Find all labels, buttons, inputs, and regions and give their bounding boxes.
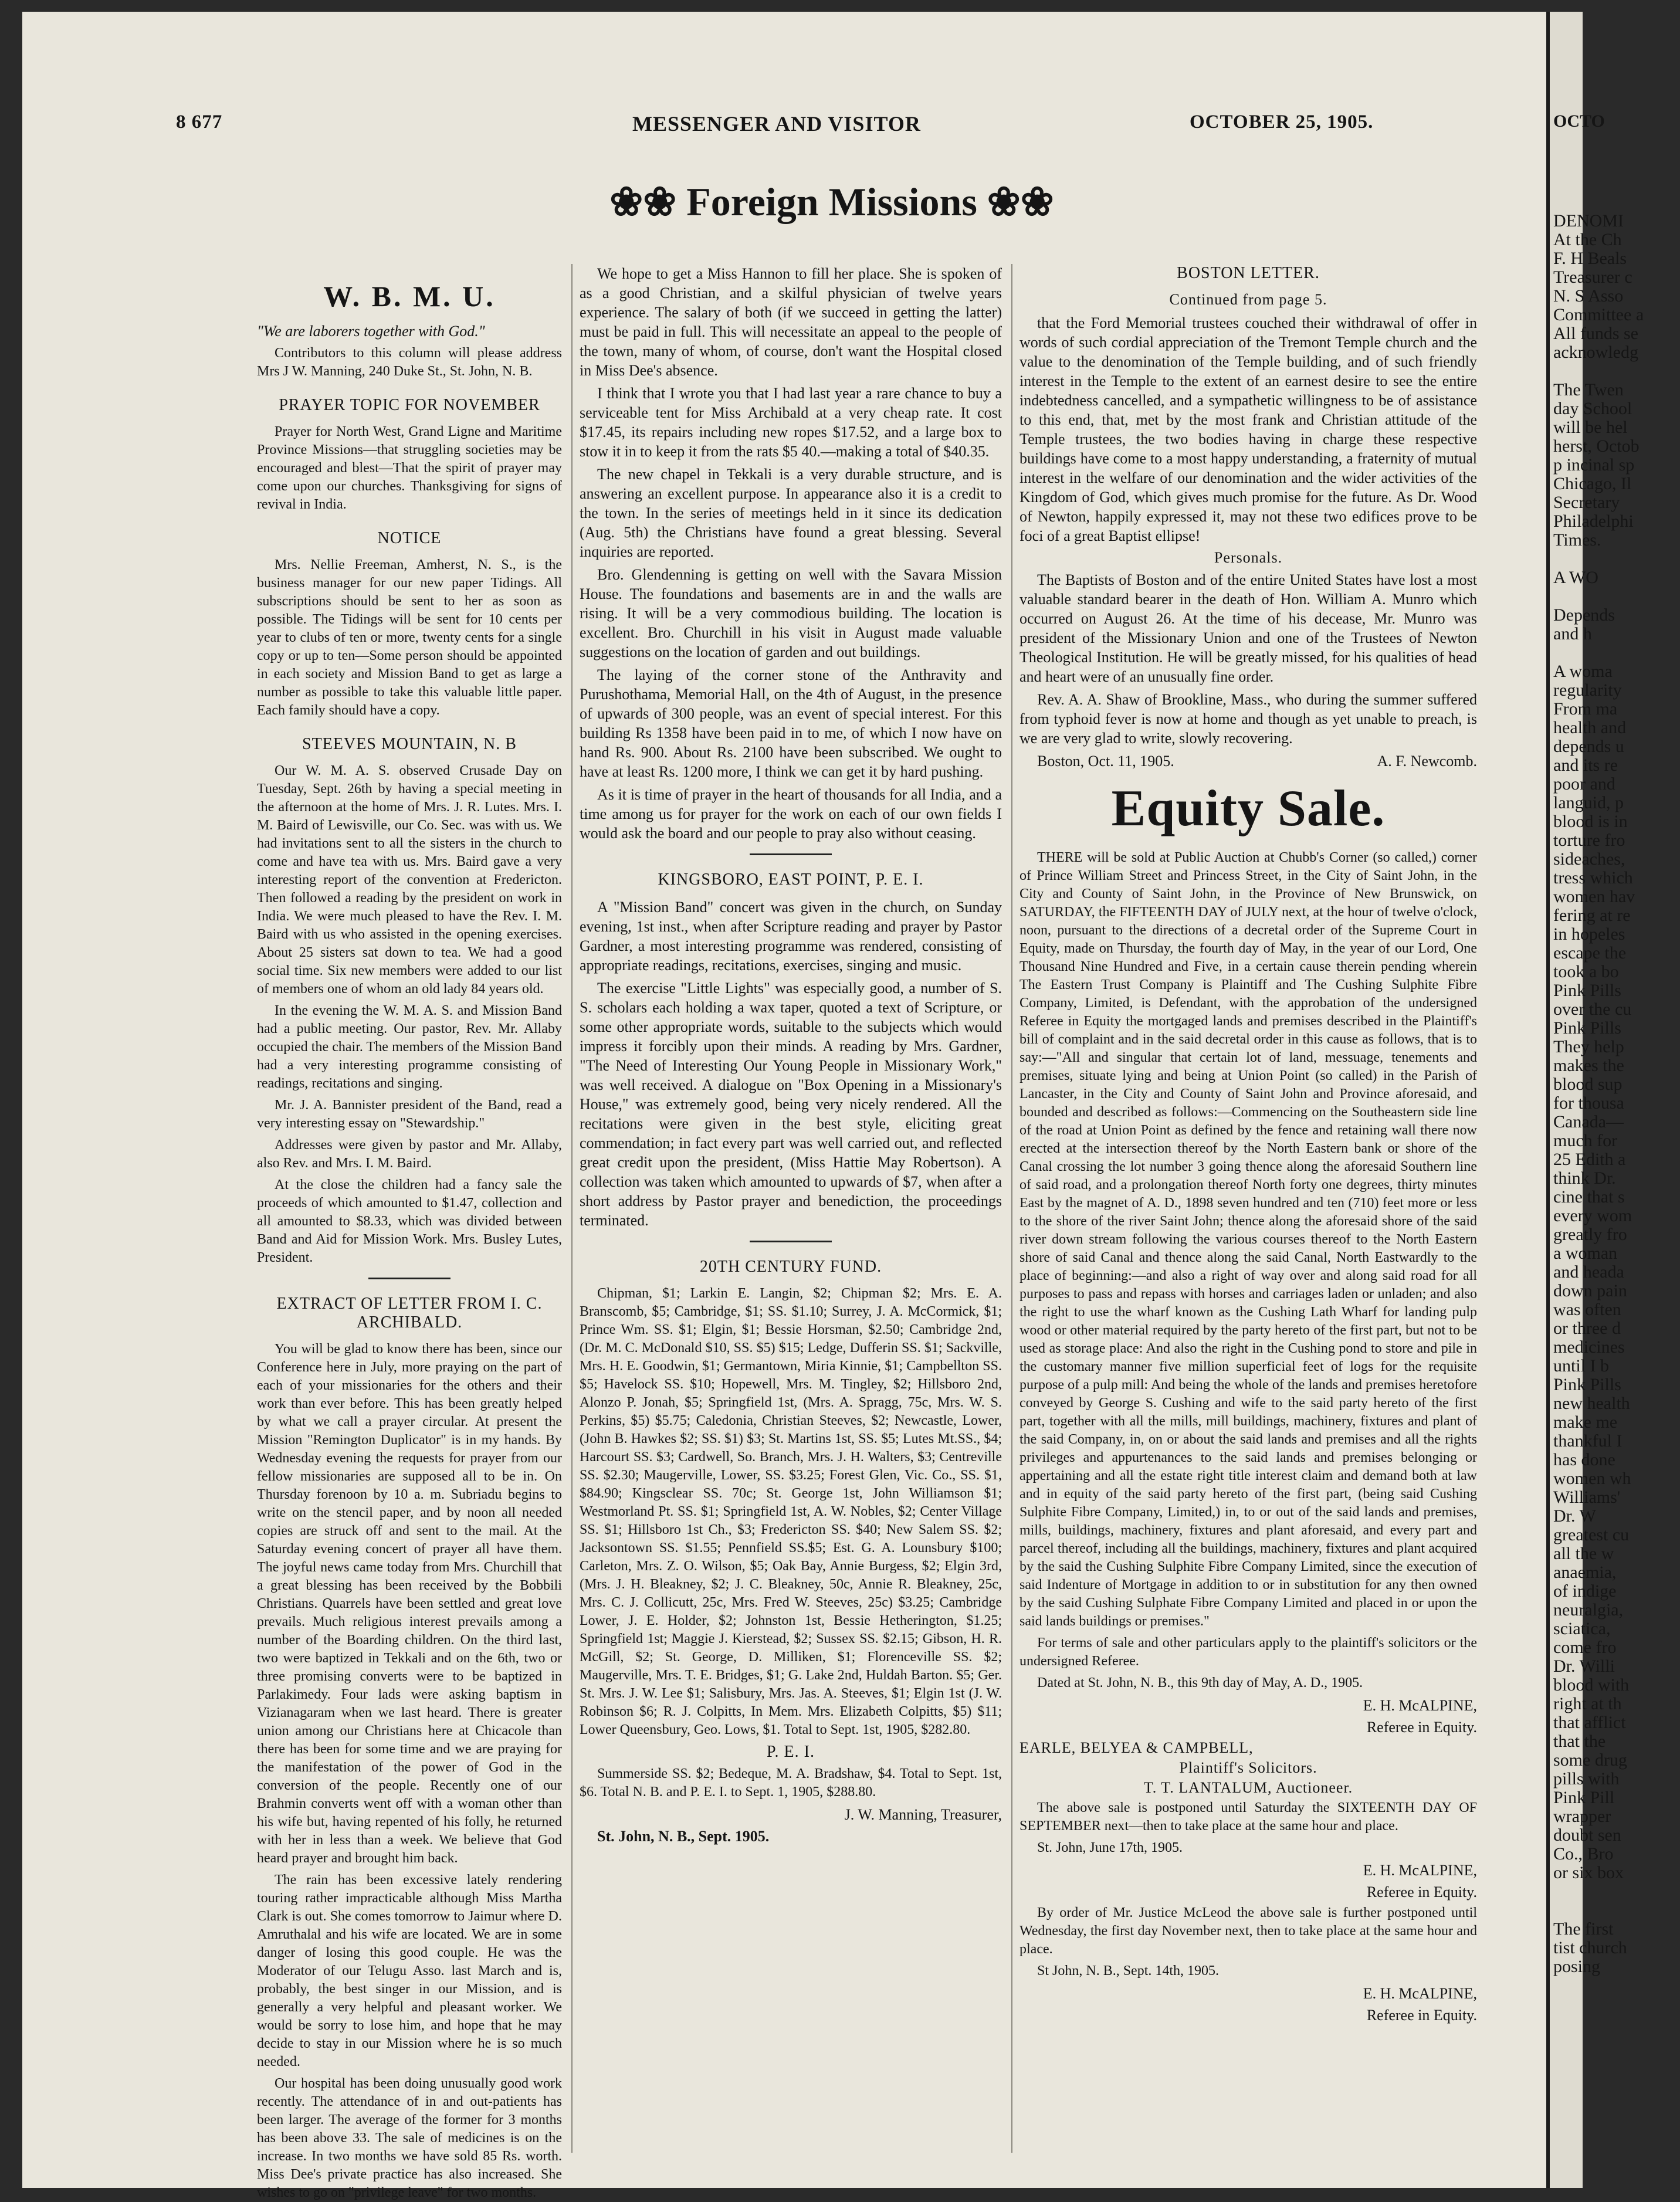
contributors-note: Contributors to this column will please address Mrs J W. Manning, 240 Duke St., St. John, N. B. [257, 345, 562, 379]
next-page-line: languid, p [1553, 793, 1624, 812]
next-page-line: blood sup [1553, 1075, 1623, 1094]
next-page-line: Dr. W [1553, 1506, 1596, 1526]
next-page-line: every wom [1553, 1206, 1632, 1225]
next-page-line: The Twen [1553, 380, 1624, 399]
next-page-line: tist church [1553, 1938, 1627, 1957]
next-page-line: will be hel [1553, 418, 1628, 437]
next-page-line: health and [1553, 718, 1627, 737]
newspaper-page [22, 12, 1644, 2200]
fleuron-left-icon: ❀❀ [609, 179, 677, 224]
next-page-line: regularity [1553, 680, 1622, 700]
next-page-line: tress which [1553, 868, 1633, 887]
kingsboro-paragraph: A "Mission Band" concert was given in the church, on Sunday evening, 1st inst., when after Scripture reading and prayer by Pastor Gardner, a most interesting programme was rendered, consisting of appropriate readings, recitations, exercises, singing and music. [580, 899, 1002, 974]
next-page-line: Pink Pills [1553, 1018, 1621, 1038]
referee-title: Referee in Equity. [1366, 2007, 1477, 2024]
next-page-line: acknowledg [1553, 343, 1638, 362]
next-page-line: Philadelphi [1553, 511, 1634, 531]
section-rule [368, 1278, 451, 1279]
next-page-line: Co., Bro [1553, 1844, 1614, 1864]
next-page-line: Canada— [1553, 1112, 1624, 1132]
fund-list: Chipman, $1; Larkin E. Langin, $2; Chipman $2; Mrs. E. A. Branscomb, $5; Cambridge, $1; SS. $1.10; Surrey, J. A. McCormick, $1; Prince Wm. SS. $1; Elgin, $1; Bessie Horsman, $2.50; Cambridge 2nd, (Dr. M. C. McDonald $10, SS. $5) $15; Ledge, Dufferin SS. $1; Sackville, Mrs. H. E. Goodwin, $1; Germantown, Miria Kinnie, $1; Campbellton SS. $5; Havelock SS. $10; Hopewell, Mrs. M. Tingley, $2; Hillsboro 2nd, Alonzo P. Jonah, $5; Springfield 1st, (Mrs. A. Spragg, 75c, Mrs. W. S. Perkins, $5) $5.75; Caledonia, Christian Steeves, $2; Newcastle, Lower, (John B. Hawkes $2; SS. $1) $3; St. Martins 1st, SS. $5; Lutes Mt.SS., $4; Harcourt SS. $3; Cardwell, So. Branch, Mrs. J. H. Walters, $3; Centreville SS. $2.30; Maugerville, Lower, SS. $3.25; Forest Glen, Vic. Co., SS. $1, $84.90; Kingsclear SS. 70c; St. George 1st, John Williamson $1; Westmorland Pt. SS. $1; Springfield 1st, A. W. Nobles, $2; Center Village SS. $1; Hillsboro 1st Ch., $3; Fredericton SS. $40; New Salem SS. $2; Jacksontown SS. $1.55; Pennfield SS.$5; Est. G. A. Lounsbury $100; Carleton, Mrs. Z. O. Wilson, $5; Oak Bay, Annie Burgess, $2; Elgin 3rd, (Mrs. J. H. Bleakney, $2; J. C. Bleakney, 50c, Annie R. Bleakney, 25c, Mrs. C. J. Collicutt, 25c, Mrs. Fred W. Steeves, 25c) $3.25; Cambridge Lower, J. E. Holder, $2; Johnston 1st, Bessie Hetherington, $1.25; Springfield 1st; Maggie J. Kierstead, $2; Sussex SS. $2.15; Gibson, H. R. McGill, $2; St. George, D. Milliken, $1; Florenceville SS. $2; Maugerville, Mrs. T. E. Bridges, $1; G. Lake 2nd, Huldah Barton. $5; Ger. St. Mrs. J. W. Lee $1; Salisbury, Mrs. Jas. A. Steeves, $1; Elgin 1st (J. W. Robinson $6; R. J. Colpitts, In Mem. Mrs. Elizabeth Colpitts, $5) $11; Lower Queensbury, Geo. Lows, $1. Total to Sept. 1st, 1905, $282.80. [580, 1286, 1002, 1737]
next-page-line: Dr. Willi [1553, 1656, 1615, 1676]
boston-date-text: Boston, Oct. 11, 1905. [1037, 753, 1174, 770]
next-page-line: and its re [1553, 756, 1618, 775]
notice-heading: NOTICE [377, 529, 442, 547]
equity-paragraph: Dated at St. John, N. B., this 9th day of May, A. D., 1905. [1037, 1675, 1363, 1691]
prayer-topic-text: Prayer for North West, Grand Ligne and Maritime Province Missions—that struggling societies may be encouraged and blest—That the spirit of prayer may come upon our churches. Thanksgiving for signs of revival in India. [257, 424, 562, 512]
pei-heading: P. E. I. [767, 1743, 815, 1761]
referee-signature: E. H. McALPINE, [1363, 1985, 1477, 2002]
next-page-line: DENOMI [1553, 211, 1624, 231]
next-page-line: fering at re [1553, 906, 1631, 925]
next-page-line: Chicago, Il [1553, 474, 1632, 493]
next-page-line: over the cu [1553, 1000, 1632, 1019]
wbmu-motto: "We are laborers together with God." [257, 323, 485, 340]
next-page-line: women hav [1553, 887, 1635, 906]
next-page-line: thankful I [1553, 1431, 1623, 1451]
kingsboro-heading: KINGSBORO, EAST POINT, P. E. I. [658, 870, 924, 889]
next-page-line: N. S Asso [1553, 286, 1624, 306]
steeves-paragraph: In the evening the W. M. A. S. and Mission Band had a public meeting. Our pastor, Rev. Mr. Allaby occupied the chair. The members of the Mission Band had a very interesting programme consisting of readings, recitations and singing. [257, 1003, 562, 1091]
section-rule [750, 853, 832, 855]
issue-date: OCTOBER 25, 1905. [1190, 111, 1374, 133]
boston-paragraph: Rev. A. A. Shaw of Brookline, Mass., who during the summer suffered from typhoid fever is now at home and though as yet unable to preach, is we are very glad to write, slowly recovering. [1019, 691, 1477, 747]
next-page-line: Times. [1553, 530, 1601, 550]
boston-paragraph: The Baptists of Boston and of the entire United States have lost a most valuable standard bearer in the death of Hon. William A. Munro which occurred on August 26. At the time of his decease, Mr. Munro was president of the Missionary Union and one of the Trustees of Newton Theological Institution. He will be greatly missed, for his qualities of head and heart were of an unusually fine order. [1019, 571, 1477, 685]
letter-paragraph: The laying of the corner stone of the Anthravity and Purushothama, Memorial Hall, on the 4th of August, in the presence of upwards of 300 people, was an event of special interest. For this building Rs 1358 have been paid in to me, of which I now have on hand Rs. 900. About Rs. 2100 have been subscribed. We ought to have at least Rs. 1200 more, I think we can get it by hard pushing. [580, 666, 1002, 780]
next-page-line: A woma [1553, 662, 1613, 681]
referee-signature: E. H. McALPINE, [1363, 1697, 1477, 1714]
letter-paragraph: I think that I wrote you that I had last year a rare chance to buy a serviceable tent for Miss Archibald at a very cheap rate. It cost $17.45, its repairs including new ropes $17.52, and a large box to stow it in to keep it from the rats $5 40.—making a total of $40.35. [580, 385, 1002, 460]
steeves-heading: STEEVES MOUNTAIN, N. B [302, 735, 517, 753]
next-page-line: escape the [1553, 943, 1627, 963]
equity-paragraph: The above sale is postponed until Saturday the SIXTEENTH DAY OF SEPTEMBER next—then to take place at the same hour and place. [1019, 1800, 1477, 1834]
next-page-line: cine that s [1553, 1187, 1625, 1207]
next-page-line: and heada [1553, 1262, 1624, 1282]
next-page-line: p incinal sp [1553, 455, 1635, 475]
next-page-line: make me [1553, 1412, 1618, 1432]
extract-paragraph: The rain has been excessive lately rendering touring rather impracticable although Miss Martha Clark is out. She comes tomorrow to Jaimur where D. Amruthalal and his wife are located. We are in some danger of losing this good couple. He was the Moderator of our Telugu Asso. last March and is, probably, the best singer in our Mission, and is generally a very helpful and pleasant worker. We would be sorry to lose him, and hope that he may decide to stay in our Mission where he is so much needed. [257, 1872, 562, 2069]
next-page-line: herst, Octob [1553, 436, 1640, 456]
fund-heading: 20TH CENTURY FUND. [699, 1258, 882, 1276]
page-number: 8 677 [176, 111, 223, 133]
next-page-line: blood with [1553, 1675, 1630, 1695]
next-page-line: Secretary [1553, 493, 1620, 512]
next-page-header: OCTO [1553, 111, 1605, 131]
next-page-line: that afflict [1553, 1713, 1626, 1732]
fleuron-right-icon: ❀❀ [987, 179, 1054, 224]
boston-continued: Continued from page 5. [1169, 291, 1327, 308]
next-page-line: From ma [1553, 699, 1618, 719]
personals-heading: Personals. [1214, 549, 1283, 566]
next-page-line: F. H Beals [1553, 249, 1627, 268]
extract-paragraph: Our hospital has been doing unusually good work recently. The attendance of in and out-patients has been larger. The average of the former for 3 months has been above 33. The sale of medicines is on the increase. In two months we have sold 85 Rs. worth. Miss Dee's private practice has also increased. She wishes to go on "privilege leave" for two months. [257, 2076, 562, 2200]
next-page-line: some drug [1553, 1750, 1627, 1770]
solicitors-title: Plaintiff's Solicitors. [1179, 1759, 1317, 1776]
next-page-line: makes the [1553, 1056, 1624, 1075]
next-page-line: sciatica, [1553, 1619, 1611, 1638]
extract-heading: EXTRACT OF LETTER FROM I. C. ARCHIBALD. [276, 1295, 543, 1332]
next-page-line: in hopeles [1553, 924, 1625, 944]
referee-title: Referee in Equity. [1366, 1883, 1477, 1901]
next-page-line: was often [1553, 1300, 1621, 1319]
next-page-line: Treasurer c [1553, 267, 1632, 287]
next-page-line: posing [1553, 1957, 1601, 1976]
notice-text: Mrs. Nellie Freeman, Amherst, N. S., is the business manager for our new paper Tidings. All subscriptions should be sent to her as soon as possible. The Tidings will be sent for 10 cents per year to clubs of ten or more, twenty cents for a single copy or up to ten—Some person should be appointed in each society and Mission Band to get as large a number as possible to take this valuable little paper. Each family should have a copy. [257, 557, 562, 718]
equity-sale-heading: Equity Sale. [1111, 780, 1386, 837]
referee-title: Referee in Equity. [1366, 1719, 1477, 1736]
equity-paragraph: THERE will be sold at Public Auction at Chubb's Corner (so called,) corner of Prince William Street and Princess Street, in the City of Saint John, in the City and County of Saint John, in the Province of New Brunswick, on SATURDAY, the FIFTEENTH DAY of JULY next, at the hour of twelve o'clock, noon, pursuant to the directions of a decretal order of the Supreme Court in Equity, made on Thursday, the fourth day of May, in the year of our Lord, One Thousand Nine Hundred and Five, in a certain cause therein pending wherein The Eastern Trust Company is Plaintiff and The Cushing Sulphite Fibre Company, Limited, is Defendant, with the approbation of the undersigned Referee in Equity the mortgaged lands and premises described in the Plaintiff's bill of complaint and in the said decretal order in this cause as follows, that is to say:—"All and singular that certain lot of land, messuage, tenements and premises, situate lying and being at Union Point (so called) in the Parish of Lancaster, in the City and County of Saint John and Province aforesaid, and bounded and described as follows:—Commencing on the Southeastern side line of the road at Union Point as defined by the fence and retaining wall there now erected at the intersection thereof by the North Eastern bank or shore of the Canal crossing the lot number 3 going thence along the aforesaid Southern line of said road, and a prolongation thereof North forty one degrees, thirty minutes East by the magnet of A. D., 1898 seven hundred and ten (710) feet more or less to the shore of the river Saint John; thence along the aforesaid shore of the said river down stream following the various courses thereof to the North Eastern shore of said Canal and thence along the said Canal, North Eastwardly to the place of beginning:—and also a right of way over and along said road for all purposes to pass and repass with horses and carriages laden or unladen; and also the right to use the wharf known as the Cushing Lath Wharf for landing pulp wood or other material required by the party hereto of the first part, but not to be used as storage place: And also the right in the Cushing pond to store and pile in the customary manner five million superficial feet of logs for the requisite purpose of a pulp mill: And being the whole of the lands and premises heretofore conveyed by George S. Cushing and wife to the said party hereto of the first part, together with all the mills, mill buildings, machinery, fixtures and plant of the said Company, in, on or about the said lands and premises and all the rights privileges and appurtenances to the said lands and premises belonging or appertaining and all the estate right title interest claim and demand both at law and in equity of the said party hereto of the first part, (being said Cushing Sulphite Fibre Company, Limited,) in, to or out of the said lands and premises, mills, buildings, machinery, fixtures and plant aforesaid, and every part and parcel thereof, including all the buildings, machinery, fixtures and plant acquired by the said the Cushing Sulphite Fibre Company Limited, since the execution of said Indenture of Mortgage in addition to or in substitution for any then owned by the said Cushing Sulphate Fibre Company Limited and placed in or upon the said lands buildings or premises." [1019, 850, 1477, 1629]
next-page-line: for thousa [1553, 1093, 1624, 1113]
next-page-line: and h [1553, 624, 1592, 643]
next-page-line: took a bo [1553, 962, 1619, 981]
letter-paragraph: As it is time of prayer in the heart of thousands for all India, and a time among us for prayer for the work on each of our own fields I would ask the board and our people to pray also without ceasing. [580, 786, 1002, 842]
column-wbmu [257, 264, 562, 2200]
paper-title: MESSENGER AND VISITOR [632, 112, 921, 135]
next-page-line: All funds se [1553, 324, 1638, 343]
next-page-line: pills with [1553, 1769, 1620, 1788]
next-page-line: think Dr. [1553, 1168, 1616, 1188]
next-page-line: Pink Pill [1553, 1788, 1615, 1807]
wbmu-title: W. B. M. U. [323, 280, 496, 313]
auctioneer: T. T. LANTALUM, Auctioneer. [1143, 1779, 1353, 1796]
next-page-line: a woman [1553, 1244, 1618, 1263]
next-page-line: torture fro [1553, 831, 1625, 850]
next-page-line: Williams' [1553, 1488, 1621, 1507]
equity-paragraph: St. John, June 17th, 1905. [1037, 1840, 1183, 1855]
treasurer-signature: J. W. Manning, Treasurer, [844, 1806, 1002, 1823]
next-page-line: women wh [1553, 1469, 1631, 1488]
next-page-line: poor and [1553, 774, 1615, 794]
next-page-line: Pink Pills [1553, 1375, 1621, 1394]
pei-list: Summerside SS. $2; Bedeque, M. A. Bradshaw, $4. Total to Sept. 1st, $6. Total N. B. and P. E. I. to Sept. 1, 1905, $288.80. [580, 1766, 1002, 1800]
column-boston-equity [1019, 264, 1477, 2164]
steeves-paragraph: At the close the children had a fancy sale the proceeds of which amounted to $1.47, collection and all amounted to $8.33, which was divided between Band and Aid for Mission Work. Mrs. Busley Lutes, President. [257, 1177, 562, 1265]
kingsboro-paragraph: The exercise "Little Lights" was especially good, a number of S. S. scholars each holding a wax taper, quoted a text of Scripture, or some other appropriate words, suitable to the subjects which would impress it forcibly upon their minds. A reading by Mrs. Gardner, "The Need of Interesting Our Young People in Missionary Work," was well received. A dialogue on "Box Opening in a Missionary's House," was extremely good, being very nicely rendered. All the recitations were given in the best style, eliciting great commendation; in fact every part was well carried out, and reflected great credit upon the president, (Miss Hattie May Robertson). A collection was taken which amounted to upwards of $7, when after a short address by Pastor prayer and benediction, the proceedings terminated. [580, 980, 1002, 1229]
column-missions-continued [580, 264, 1002, 2164]
solicitors-name: EARLE, BELYEA & CAMPBELL, [1019, 1739, 1254, 1756]
extract-paragraph: You will be glad to know there has been, since our Conference here in July, more praying on the part of each of your missionaries for the others and their work than ever before. This has been greatly helped by what we call a prayer circular. At present the Mission "Remington Duplicator" is in my hands. By Wednesday evening the requests for prayer from our fellow missionaries are supposed all to be in. On Thursday forenoon by 10 a. m. Subriadu begins to write on the stencil paper, and by noon all needed copies are struck off and sent to the mail. At the Saturday evening concert of prayer all have them. The joyful news came today from Mrs. Churchill that a great blessing has been received by the Bobbili Christians. Quarrels have been settled and great love prevails. Much religious interest prevails among a number of the Boarding children. On the third last, two were baptized in Tekkali and on the 6th, two or three promising converts were to be baptized in Parlakimedy. Four lads were asking baptism in Vizianagaram when we last heard. There is greater union among our Christians here at Chicacole than there has been for some time and we are praying for the manifestation of the power of God in the conversion of the people. Recently one of our Brahmin converts went off with a woman other than his wife but, having repented of his folly, he returned with her in less than a week. We believe that God heard prayer and brought him back. [257, 1341, 562, 1866]
next-page-line: of indige [1553, 1581, 1617, 1601]
next-page-line: or six box [1553, 1863, 1624, 1882]
column-divider [571, 264, 573, 2153]
next-page-line: depends u [1553, 737, 1624, 756]
next-page-line: until I b [1553, 1356, 1609, 1376]
equity-paragraph: By order of Mr. Justice McLeod the above sale is further postponed until Wednesday, the first day November next, then to take place at the same hour and place. [1019, 1905, 1477, 1957]
equity-paragraph: St John, N. B., Sept. 14th, 1905. [1037, 1963, 1220, 1979]
next-page-line: They help [1553, 1037, 1624, 1056]
next-page-line: down pain [1553, 1281, 1627, 1300]
fund-place-date: St. John, N. B., Sept. 1905. [597, 1828, 770, 1845]
letter-paragraph: We hope to get a Miss Hannon to fill her place. She is spoken of as a good Christian, and a skilful physician of twelve years experience. The salary of both (if we succeed in getting the latter) must be paid in full. This will necessitate an appeal to the people of the town, many of whom, of course, don't want the Hospital closed in Miss Dee's absence. [580, 265, 1002, 379]
next-page-line: much for [1553, 1131, 1618, 1150]
next-page-strip [1550, 12, 1644, 2188]
referee-signature: E. H. McALPINE, [1363, 1862, 1477, 1879]
next-page-line: The first [1553, 1919, 1614, 1939]
next-page-line: right at th [1553, 1694, 1622, 1713]
next-page-line: Committee a [1553, 305, 1644, 324]
next-page-line: or three d [1553, 1319, 1621, 1338]
next-page-line: all the w [1553, 1544, 1614, 1563]
next-page-line: 25 Edith a [1553, 1150, 1626, 1169]
boston-date [1019, 751, 1477, 771]
equity-paragraph: For terms of sale and other particulars apply to the plaintiff's solicitors or the undersigned Referee. [1019, 1635, 1477, 1669]
next-page-line: A WO [1553, 568, 1598, 587]
next-page-line: At the Ch [1553, 230, 1622, 249]
steeves-paragraph: Addresses were given by pastor and Mr. Allaby, also Rev. and Mrs. I. M. Baird. [257, 1137, 562, 1171]
steeves-paragraph: Our W. M. A. S. observed Crusade Day on Tuesday, Sept. 26th by having a special meeting in the afternoon at the home of Mrs. J. R. Lutes. Mrs. I. M. Baird of Lewisville, our Co. Sec. was with us. We had invitations sent to all the sisters in the church to come and have tea with us. Mrs. Baird gave a very interesting report of the convention at Fredericton. Then followed a reading by the president on work in India. We were much pleased to have the Rev. I. M. Baird with us who assisted in the opening exercises. About 25 sisters sat down to tea. We had a good social time. Six new members were added to our list of members one of whom an old lady 84 years old. [257, 763, 562, 997]
boston-heading: BOSTON LETTER. [1177, 264, 1320, 282]
letter-paragraph: Bro. Glendenning is getting on well with the Savara Mission House. The foundations and basements are in and the walls are rising. It will be a very commodious building. The location is excellent. Bro. Churchill in his visit in August made valuable suggestions on the location of garden and out buildings. [580, 566, 1002, 660]
next-page-line: that the [1553, 1732, 1606, 1751]
next-page-line: wrapper [1553, 1807, 1611, 1826]
steeves-paragraph: Mr. J. A. Bannister president of the Band, read a very interesting essay on "Stewardship." [257, 1097, 562, 1131]
next-page-line: come fro [1553, 1638, 1617, 1657]
column-divider [1011, 264, 1012, 2153]
next-page-line: anaemia, [1553, 1563, 1617, 1582]
section-title-text: Foreign Missions [686, 179, 977, 224]
next-page-line: greatest cu [1553, 1525, 1630, 1544]
next-page-line: Pink Pills [1553, 981, 1621, 1000]
boston-signature: A. F. Newcomb. [1377, 753, 1477, 770]
next-page-line: has done [1553, 1450, 1615, 1469]
section-title [609, 179, 1055, 225]
next-page-line: Depends [1553, 605, 1615, 625]
boston-paragraph: that the Ford Memorial trustees couched their withdrawal of offer in words of such cordial appreciation of the Tremont Temple church and the value to the denomination of the Temple building, and of such friendly interest in the Temple to the extent of an earnest desire to see the entire indebtedness cancelled, and a sympathetic willingness to be of assistance to this end, that, met by the most frank and Christian attitude of the Temple trustees, the two bodies having in charge these respective buildings have come to a most happy understanding, a fraternity of mutual interest in the welfare of our denomination and the wider activities of the Kingdom of God, which gives much promise for the future. As Dr. Wood of Newton, happily expressed it, may not these two edifices prove to be foci of a great Baptist ellipse! [1019, 314, 1477, 544]
next-page-line: medicines [1553, 1337, 1625, 1357]
section-rule [750, 1241, 832, 1242]
prayer-topic-heading: PRAYER TOPIC FOR NOVEMBER [279, 396, 540, 414]
next-page-line: sideaches, [1553, 849, 1625, 869]
next-page-line: new health [1553, 1394, 1630, 1413]
next-page-line: doubt sen [1553, 1825, 1621, 1845]
next-page-line: day School [1553, 399, 1632, 418]
next-page-line: greatly fro [1553, 1225, 1627, 1244]
next-page-line: blood is in [1553, 812, 1628, 831]
next-page-line: neuralgia, [1553, 1600, 1624, 1620]
letter-paragraph: The new chapel in Tekkali is a very durable structure, and is answering an excellent purpose. In appearance also it is a credit to the town. In the series of meetings held in it since its dedication (Aug. 5th) the Christians have found a great blessing. Several inquiries are reported. [580, 466, 1002, 560]
